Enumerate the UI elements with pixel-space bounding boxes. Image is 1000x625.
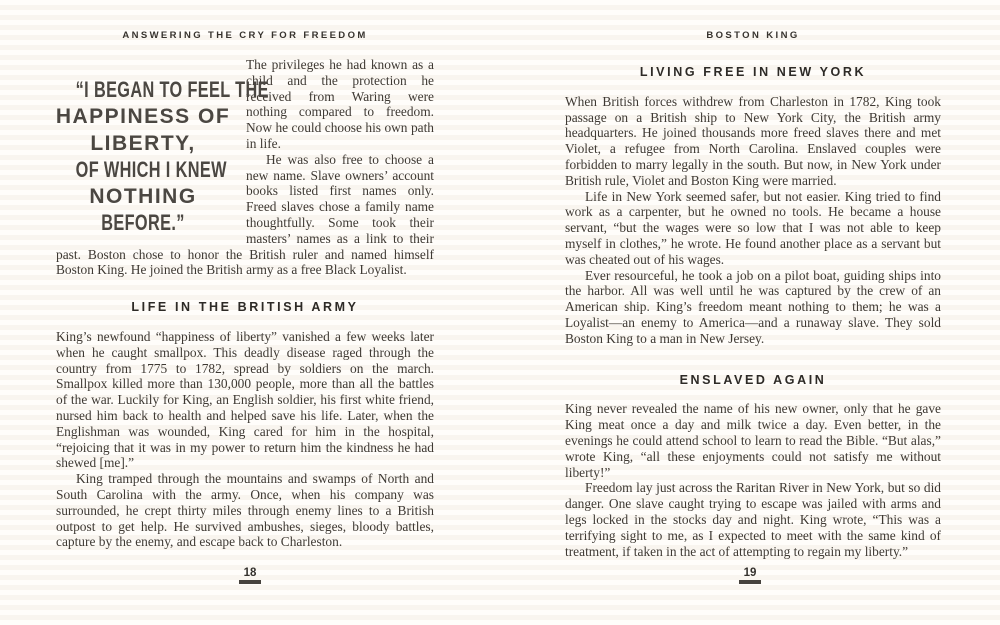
section-heading-enslaved-again: ENSLAVED AGAIN (679, 372, 827, 387)
pull-quote (52, 77, 269, 236)
page-number-left (239, 567, 261, 584)
page-left-content (0, 0, 500, 550)
page-left-body (56, 57, 434, 550)
pull-quote-line: BEFORE.” (101, 210, 185, 235)
running-head-left: ANSWERING THE CRY FOR FREEDOM (122, 30, 368, 41)
page-number-text: 18 (243, 567, 257, 579)
pull-quote-line: OF WHICH I KNEW (75, 157, 227, 182)
page-number-rule (739, 580, 761, 584)
paragraph: Ever resourceful, he took a job on a pilot boat, guiding ships into the harbor. All was well until he was captured by the crew of an American ship. King’s freedom meant nothing to them; he was a Loyalist—an enemy to America—and a runaway slave. They sold Boston King to a man in New Jersey. (565, 267, 941, 346)
running-head-right: BOSTON KING (706, 30, 800, 41)
paragraph: When British forces withdrew from Charleston in 1782, King took passage on a British ship to New York City, the British army headquarters. He joined thousands more freed slaves there and met Violet, a refugee from North Carolina. Enslaved couples were forbidden to marry legally in the south. But now, in New York under British rule, Violet and Boston King were married. (565, 93, 941, 188)
pull-quote-line: NOTHING (89, 185, 197, 208)
paragraph: Life in New York seemed safer, but not easier. King tried to find work as a carpenter, but he owned no tools. He became a house servant, “but the wages were so low that I was not able to keep myself in clothes,” he wrote. He found another place as a servant but was cheated out of his wages. (565, 188, 941, 267)
page-right-content (500, 0, 1000, 559)
pull-quote-line: LIBERTY, (90, 132, 196, 155)
paragraph: King tramped through the mountains and swamps of North and South Carolina with the army. Once, when his company was surrounded, he crept thirty miles through enemy lines to a British outpost to get help. He survived ambushes, sieges, bloody battles, capture by the enemy, and escape back to Charleston. (56, 471, 434, 550)
paragraph: Freedom lay just across the Raritan River in New York, but so did danger. One slave caught trying to escape was jailed with arms and legs locked in the stocks day and night. King wrote, “This was a terrifying sight to me, as I expected to meet with the same kind of treatment, if taken in the act of attempting to regain my liberty.” (565, 480, 941, 559)
paragraph: King never revealed the name of his new owner, only that he gave King meat once a day and milk twice a day. Even better, in the evenings he could attend school to learn to read the Bible. “But alas,” wrote King, “all these enjoyments could not satisfy me without liberty!” (565, 401, 941, 480)
paragraph: King’s newfound “happiness of liberty” vanished a few weeks later when he caught smallpox. This deadly disease raged through the country from 1775 to 1782, spread by soldiers on the march. Smallpox killed more than 130,000 people, more than all the battles of the war. Luckily for King, an English soldier, his first white friend, nursed him back to health and helped save his life. Later, when the Englishman was wounded, King cared for him in the hospital, “rejoicing that it was in my power to return him the kindness he had shewed [me].” (56, 328, 434, 471)
section-heading-british-army: LIFE IN THE BRITISH ARMY (131, 300, 359, 315)
paragraph: He was also free to choose a new name. Slave owners’ account books listed first names only. Freed slaves chose a family name thoughtfully. Some took their masters’ names as a link to their past. Boston chose to honor the British ruler and named himself Boston King. He joined the British army as a free Black Loyalist. (56, 151, 434, 278)
section-heading-living-free: LIVING FREE IN NEW YORK (639, 65, 867, 79)
pull-quote-line: HAPPINESS OF (55, 105, 231, 128)
pull-quote-line: “I BEGAN TO FEEL THE (75, 77, 269, 102)
page-right (500, 0, 1000, 625)
paragraph: The privileges he had known as a child and the protection he received from Waring were nothing compared to freedom. Now he could choose his own path in life. (246, 57, 434, 151)
page-number-text: 19 (743, 567, 757, 579)
page-number-rule (239, 580, 261, 584)
page-number-right (739, 567, 761, 584)
page-right-body (565, 65, 941, 559)
